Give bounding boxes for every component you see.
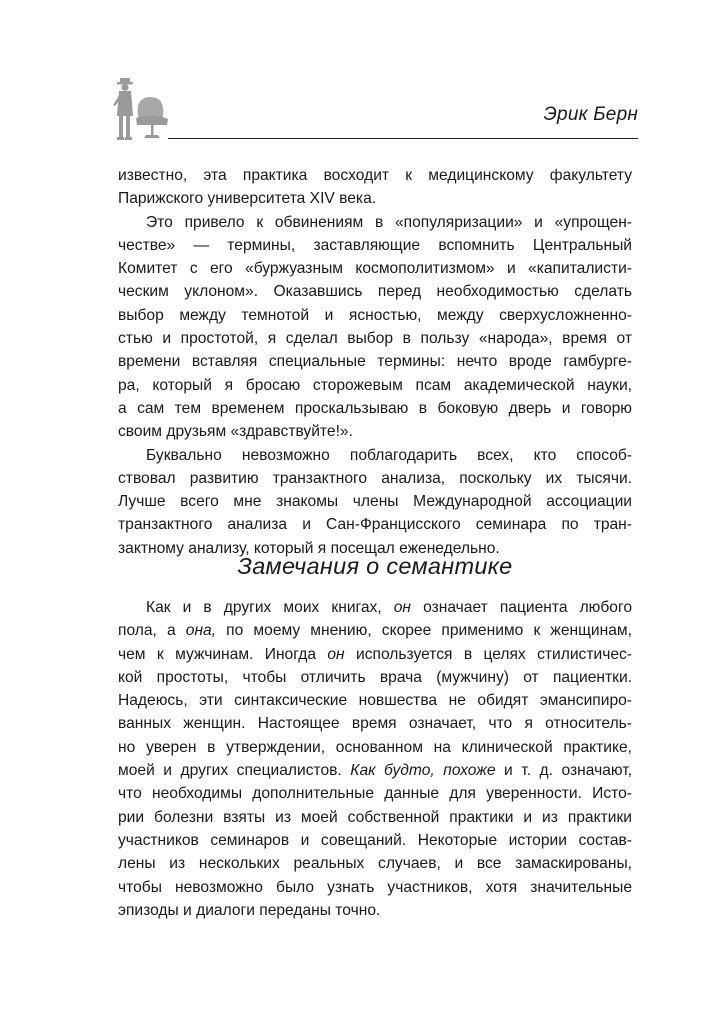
text-line: честве» — термины, заставляющие вспомнить Центральный: [118, 236, 632, 254]
text-line: выбор между темнотой и ясностью, между сверхусложненно-: [118, 306, 632, 324]
italic-term: он: [327, 645, 345, 663]
text-line: моей и других специалистов. Как будто, похоже и т. д. означают,: [118, 762, 633, 780]
text-row: [118, 444, 632, 467]
body-text-section-1: [118, 164, 632, 560]
text-row: [118, 712, 632, 735]
text-row: [118, 759, 632, 782]
body-text-section-2: [118, 596, 632, 922]
text-row: [118, 899, 632, 922]
text-line: стью и простотой, я сделал выбор в пользу «народа», время от: [118, 330, 632, 348]
running-head-author: Эрик Берн: [543, 104, 638, 125]
text-row: [118, 467, 632, 490]
text-row: [118, 666, 632, 689]
text-line: времени вставляя специальные термины: нечто вроде гамбурге-: [118, 353, 632, 371]
text-line: Буквально невозможно поблагодарить всех, кто способ-: [146, 446, 632, 464]
page-header: [108, 78, 638, 144]
text-line: Комитет с его «буржуазным космополитизмом» и «капиталисти-: [118, 260, 632, 278]
text-line: что необходимы дополнительные данные для уверенности. Исто-: [118, 785, 632, 803]
text-line: Парижского университета XIV века.: [118, 190, 377, 208]
text-line: рии болезни взяты из моей собственной практики и из практики: [118, 808, 632, 826]
italic-term: она,: [185, 622, 217, 640]
text-row: [118, 513, 632, 536]
text-line: транзактного анализа и Сан-Францисского семинара по тран-: [118, 516, 632, 534]
text-row: [118, 829, 632, 852]
text-row: [118, 490, 632, 513]
text-line: а сам тем временем проскальзываю в боковую дверь и говорю: [118, 399, 632, 417]
text-line: ра, который я бросаю сторожевым псам академической науки,: [118, 376, 632, 394]
text-line: Надеюсь, эти синтаксические новшества не обидят эмансипиро-: [118, 692, 632, 710]
text-row: [118, 596, 632, 619]
text-row: [118, 619, 632, 642]
text-row: [118, 164, 632, 187]
text-line: зактному анализу, который я посещал еженедельно.: [118, 539, 500, 557]
text-line: пола, а она, по моему мнению, скорее применимо к женщинам,: [118, 622, 632, 640]
text-line: чтобы невозможно было узнать участников, хотя значительные: [118, 878, 632, 896]
text-row: [118, 782, 632, 805]
text-row: [118, 257, 632, 280]
text-line: ствовал развитию транзактного анализа, поскольку их тысячи.: [118, 469, 632, 487]
text-row: [118, 806, 632, 829]
section-heading: Замечания о семантике: [237, 553, 513, 579]
text-row: [118, 304, 632, 327]
text-row: [118, 397, 632, 420]
italic-term: он: [393, 599, 412, 616]
text-row: [118, 350, 632, 373]
text-line: ческим уклоном». Оказавшись перед необходимостью сделать: [118, 283, 632, 301]
figure-with-armchair-icon: [108, 78, 172, 144]
text-line: участников семинаров и совещаний. Некоторые истории состав-: [118, 831, 632, 849]
text-row: [118, 876, 632, 899]
text-line: лены из нескольких реальных случаев, и все замаскированы,: [118, 855, 632, 873]
text-row: [118, 211, 632, 234]
text-line: своим друзьям «здравствуйте!».: [118, 423, 353, 441]
text-line: кой простоты, чтобы отличить врача (мужчину) от пациентки.: [118, 668, 632, 686]
text-line: ванных женщин. Настоящее время означает, что я относитель-: [118, 715, 632, 733]
text-row: [118, 234, 632, 257]
text-line: известно, эта практика восходит к медицинскому факультету: [118, 167, 632, 184]
header-rule: [168, 138, 638, 139]
text-row: [118, 280, 632, 303]
text-line: чем к мужчинам. Иногда он используется в целях стилистичес-: [118, 645, 632, 663]
text-row: [118, 420, 632, 443]
italic-term: Как будто, похоже: [350, 762, 496, 780]
text-line: эпизоды и диалоги переданы точно.: [118, 901, 381, 919]
text-line: Как и в других моих книгах, он означает пациента любого: [146, 599, 632, 616]
text-row: [118, 689, 632, 712]
text-row: [118, 736, 632, 759]
text-row: [118, 187, 632, 210]
text-line: Лучше всего мне знакомы члены Международной ассоциации: [118, 493, 632, 511]
text-row: [118, 374, 632, 397]
text-row: [118, 327, 632, 350]
text-row: [118, 643, 632, 666]
text-line: но уверен в утверждении, основанном на клинической практике,: [118, 738, 632, 756]
text-row: [118, 852, 632, 875]
text-line: Это привело к обвинениям в «популяризации» и «упрощен-: [146, 213, 632, 231]
